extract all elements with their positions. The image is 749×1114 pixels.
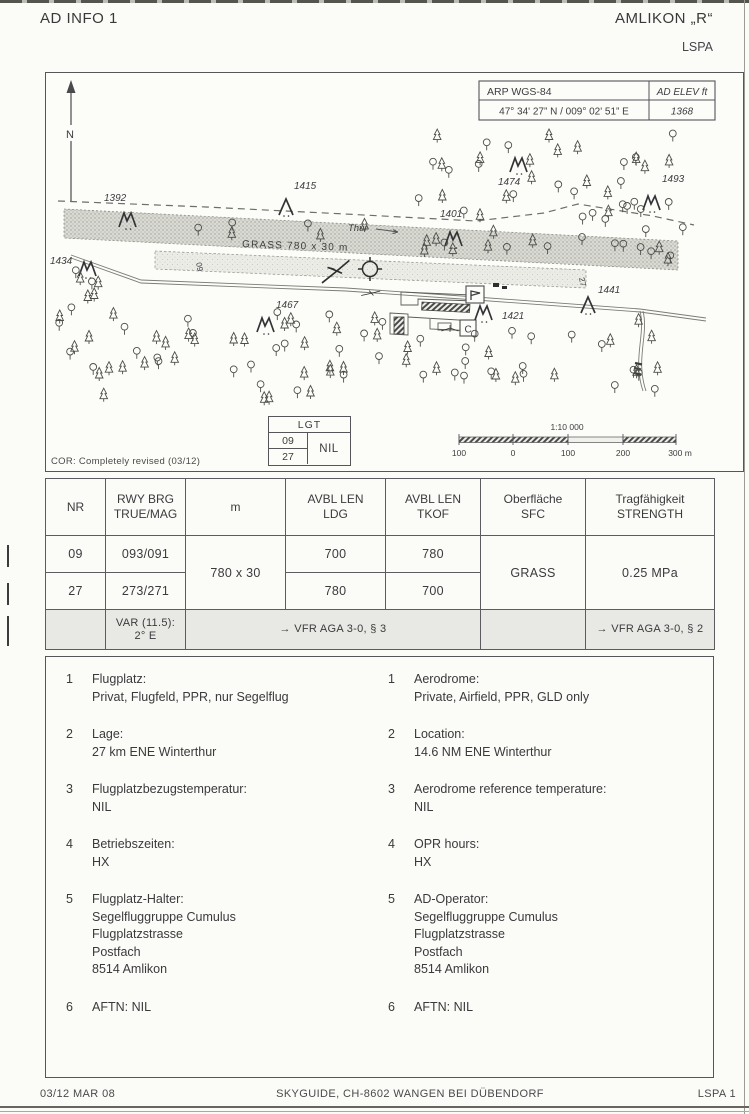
scale-tick-label: 100 [451, 448, 467, 458]
col-header-strength: Tragfähigkeit STRENGTH [586, 479, 715, 536]
deciduous-tree-icon [68, 304, 75, 315]
conifer-tree-icon [476, 152, 484, 166]
deciduous-tree-icon [621, 159, 628, 170]
deciduous-tree-icon [376, 353, 383, 364]
cell-nr: 09 [46, 536, 106, 573]
cell-ldg: 700 [286, 536, 386, 573]
deciduous-tree-icon [509, 327, 516, 338]
scan-edge-right [744, 0, 745, 1114]
col-header-brg: RWY BRG TRUE/MAG [106, 479, 186, 536]
conifer-tree-icon [551, 368, 559, 382]
conifer-tree-icon [100, 388, 108, 402]
info-item [66, 999, 713, 1017]
deciduous-tree-icon [505, 142, 512, 153]
info-item-text-en [414, 836, 713, 871]
info-line-de: Segelfluggruppe Cumulus [92, 909, 236, 924]
conifer-tree-icon [84, 290, 92, 304]
deciduous-tree-icon [56, 319, 63, 330]
info-line-de: 8514 Amlikon [92, 962, 168, 976]
deciduous-tree-icon [420, 371, 427, 382]
deciduous-tree-icon [248, 361, 255, 372]
runway-dimensions-label: GRASS 780 x 30 m [241, 239, 349, 254]
conifer-tree-icon [641, 160, 649, 174]
conifer-tree-icon [333, 322, 341, 336]
scale-tick-label: 0 [510, 448, 516, 458]
info-label-en: Location: [414, 727, 465, 741]
deciduous-tree-icon [417, 335, 424, 346]
scale-segment [623, 437, 676, 443]
info-label-de: Lage: [92, 727, 124, 741]
runway-threshold-09: 09 [194, 261, 205, 273]
deciduous-tree-icon [445, 166, 452, 177]
arp-data-box [479, 81, 715, 120]
info-line-de: 27 km ENE Winterthur [92, 744, 217, 759]
peak-icon [257, 318, 274, 332]
deciduous-tree-icon [67, 348, 74, 359]
runway-threshold-27: 27 [577, 276, 588, 288]
spot-elevation-label: 1434 [50, 256, 73, 267]
deciduous-tree-icon [483, 139, 490, 150]
spot-elevation [475, 306, 524, 323]
spot-elevation [643, 174, 685, 213]
info-line-en: 14.6 NM ENE Winterthur [414, 744, 552, 759]
arp-label: ARP WGS-84 [487, 86, 552, 98]
info-item [66, 726, 713, 761]
deciduous-tree-icon [669, 130, 676, 141]
spot-elevation [50, 256, 96, 279]
lgt-rwy-27: 27 [282, 450, 294, 463]
correction-note: COR: Completely revised (03/12) [51, 456, 201, 467]
info-item-text-en [414, 999, 713, 1017]
deciduous-tree-icon [336, 345, 343, 356]
conifer-tree-icon [301, 337, 309, 351]
deciduous-tree-icon [155, 358, 162, 369]
info-item-text-de [92, 671, 388, 706]
deciduous-tree-icon [379, 318, 386, 329]
col-header-sfc: Oberfläche SFC [481, 479, 586, 536]
spot-elevation-label: 1401 [440, 209, 463, 220]
deciduous-tree-icon [642, 226, 649, 237]
cell-brg: 273/271 [106, 573, 186, 610]
north-label: N [66, 129, 74, 141]
spot-elevation-label: 1441 [598, 285, 621, 296]
deciduous-tree-icon [154, 354, 161, 365]
north-arrow-icon [63, 80, 79, 201]
info-item-number: 4 [66, 837, 74, 851]
deciduous-tree-icon [294, 387, 301, 398]
deciduous-tree-icon [651, 385, 658, 396]
conifer-tree-icon [604, 186, 612, 200]
lgt-rwy-09: 09 [269, 433, 307, 449]
signal-area-icon [460, 320, 476, 336]
deciduous-tree-icon [326, 311, 333, 322]
info-item-number: 1 [66, 672, 74, 686]
deciduous-tree-icon [257, 381, 264, 392]
aerodrome-chart [45, 72, 744, 472]
small-building [394, 317, 404, 334]
elev-label: AD ELEV ft [656, 87, 708, 98]
info-item-text-de [92, 999, 388, 1017]
conifer-tree-icon [241, 333, 249, 347]
info-item-text-en [414, 891, 713, 979]
peak-icon [475, 306, 492, 320]
spot-elevation [257, 300, 299, 335]
conifer-tree-icon [607, 334, 615, 348]
info-line-de: NIL [92, 799, 112, 814]
conifer-tree-icon [105, 362, 113, 376]
info-item-text-de [92, 781, 388, 816]
info-label-en: Aerodrome reference temperature: [414, 782, 607, 796]
scale-tick-label: 100 [560, 448, 576, 458]
col-header-m: m [186, 479, 286, 536]
conifer-tree-icon [287, 313, 295, 327]
doc-title: AD INFO 1 [40, 10, 118, 27]
chart-drawing [46, 73, 743, 471]
deciduous-tree-icon [461, 372, 468, 383]
windsock-icon [466, 286, 484, 303]
info-line-de: HX [92, 854, 110, 869]
deciduous-tree-icon [555, 181, 562, 192]
info-item [66, 781, 713, 816]
col-header-tkof: AVBL LEN TKOF [386, 479, 481, 536]
deciduous-tree-icon [528, 333, 535, 344]
col-header-nr: NR [46, 479, 106, 536]
info-label-de: AFTN: NIL [92, 999, 152, 1014]
cell-ldg: 780 [286, 573, 386, 610]
info-line-de: Flugplatzstrasse [92, 927, 184, 941]
cell-tkof: 780 [386, 536, 481, 573]
deciduous-tree-icon [618, 178, 625, 189]
change-bar [7, 545, 9, 567]
info-line-en: HX [414, 854, 432, 869]
scan-edge-bottom [0, 1106, 749, 1108]
info-label-en: Aerodrome: [414, 672, 480, 686]
deciduous-tree-icon [185, 315, 192, 326]
conifer-tree-icon [665, 154, 673, 168]
info-item-text-de [92, 836, 388, 871]
info-line-en: NIL [414, 799, 434, 814]
deciduous-tree-icon [602, 216, 609, 227]
info-line-en: Segelfluggruppe Cumulus [414, 909, 558, 924]
deciduous-tree-icon [598, 341, 605, 352]
conifer-tree-icon [119, 361, 127, 375]
deciduous-tree-icon [571, 188, 578, 199]
conifer-tree-icon [528, 171, 536, 185]
info-label-de: Betriebszeiten: [92, 837, 175, 851]
info-item-text-de [92, 891, 388, 979]
lighting-table [268, 416, 351, 466]
spot-elevation-label: 1467 [276, 300, 299, 311]
spot-elevation [498, 158, 527, 188]
effective-date: 03/12 MAR 08 [40, 1088, 116, 1100]
info-line-de: Privat, Flugfeld, PPR, nur Segelflug [92, 689, 289, 704]
deciduous-tree-icon [520, 370, 527, 381]
conifer-tree-icon [191, 333, 199, 347]
hangar-building [422, 302, 470, 313]
deciduous-tree-icon [510, 191, 517, 202]
cell-ref-aga3: → VFR AGA 3-0, § 3 [186, 610, 481, 650]
conifer-tree-icon [554, 144, 562, 158]
aerodrome-name: AMLIKON „R“ [614, 10, 713, 27]
cell-surface: GRASS [481, 536, 586, 610]
info-item-number: 4 [388, 837, 396, 851]
aerodrome-info-list [45, 656, 714, 1078]
cell-empty [46, 610, 106, 650]
conifer-tree-icon [110, 308, 118, 322]
col-header-ldg: AVBL LEN LDG [286, 479, 386, 536]
lgt-title: LGT [269, 417, 350, 433]
deciduous-tree-icon [624, 203, 631, 214]
spot-elevation-label: 1415 [294, 181, 317, 192]
arp-coordinates: 47° 34' 27” N / 009° 02' 51” E [499, 106, 629, 118]
change-bar [7, 583, 9, 605]
info-line-en: Postfach [414, 944, 463, 959]
conifer-tree-icon [171, 352, 179, 366]
deciduous-tree-icon [293, 321, 300, 332]
deciduous-tree-icon [90, 364, 97, 375]
scale-ratio: 1:10 000 [550, 422, 584, 432]
conifer-tree-icon [503, 190, 511, 204]
scan-edge-bottom-faint [0, 1111, 749, 1112]
deciduous-tree-icon [430, 158, 437, 169]
info-item-number: 5 [388, 892, 396, 906]
cell-strength: 0.25 MPa [586, 536, 715, 610]
spot-elevation-label: 1392 [104, 193, 127, 204]
deciduous-tree-icon [273, 345, 280, 356]
info-item [66, 671, 713, 706]
info-item-number: 2 [388, 727, 396, 741]
deciduous-tree-icon [488, 368, 495, 379]
conifer-tree-icon [492, 369, 500, 383]
conifer-tree-icon [71, 341, 79, 355]
cell-variation: VAR (11.5): 2° E [106, 610, 186, 650]
peak-icon [643, 196, 660, 210]
page-number: LSPA 1 [697, 1088, 736, 1100]
info-line-de: Postfach [92, 944, 141, 959]
deciduous-tree-icon [462, 358, 469, 369]
deciduous-tree-icon [361, 330, 368, 341]
spot-elevation-label: 1474 [498, 177, 521, 188]
info-item-number: 3 [388, 782, 396, 796]
scale-tick-label: 200 [615, 448, 631, 458]
deciduous-tree-icon [568, 331, 575, 342]
spot-elevation-label: 1493 [662, 174, 685, 185]
scale-bar [452, 422, 692, 458]
publisher: SKYGUIDE, CH-8602 WANGEN BEI DÜBENDORF [276, 1088, 544, 1100]
info-line-en: Flugplatzstrasse [414, 927, 506, 941]
cell-ref-aga2: → VFR AGA 3-0, § 2 [586, 610, 715, 650]
conifer-tree-icon [545, 129, 553, 143]
conifer-tree-icon [402, 354, 410, 368]
cell-empty [481, 610, 586, 650]
river-label: Thur [348, 223, 368, 234]
conifer-tree-icon [85, 331, 93, 345]
info-item-number: 6 [66, 999, 74, 1014]
deciduous-tree-icon [462, 344, 469, 355]
scan-edge-top [0, 0, 749, 3]
info-item-number: 1 [388, 672, 396, 686]
deciduous-tree-icon [665, 199, 672, 210]
conifer-tree-icon [404, 341, 412, 355]
conifer-tree-icon [281, 318, 289, 332]
info-item-text-en [414, 726, 713, 761]
cell-brg: 093/091 [106, 536, 186, 573]
glider-symbol-apron [442, 325, 459, 332]
conifer-tree-icon [153, 331, 161, 345]
conifer-tree-icon [373, 328, 381, 342]
scale-segment [513, 437, 568, 443]
info-item-text-en [414, 671, 713, 706]
table-row-rwy09 [46, 536, 715, 573]
scale-segment [459, 437, 513, 443]
info-item-number: 6 [388, 999, 396, 1014]
info-label-en: AD-Operator: [414, 892, 489, 906]
info-label-de: Flugplatz: [92, 672, 147, 686]
deciduous-tree-icon [121, 323, 128, 334]
info-item-number: 2 [66, 727, 74, 741]
info-item-text-en [414, 781, 713, 816]
conifer-tree-icon [526, 154, 534, 168]
conifer-tree-icon [574, 141, 582, 155]
info-label-de: Flugplatzbezugstemperatur: [92, 782, 247, 796]
info-item [66, 836, 713, 871]
info-label-de: Flugplatz-Halter: [92, 892, 184, 906]
conifer-tree-icon [512, 372, 520, 386]
conifer-tree-icon [230, 333, 238, 347]
deciduous-tree-icon [679, 224, 686, 235]
table-footer-row [46, 610, 715, 650]
deciduous-tree-icon [611, 382, 618, 393]
peak-icon [279, 199, 293, 215]
info-item [66, 891, 713, 979]
scale-segment [568, 437, 623, 443]
info-line-en: Private, Airfield, PPR, GLD only [414, 689, 590, 704]
deciduous-tree-icon [579, 213, 586, 224]
deciduous-tree-icon [589, 209, 596, 220]
info-item-number: 3 [66, 782, 74, 796]
deciduous-tree-icon [281, 340, 288, 351]
elevation-value: 1368 [670, 106, 694, 118]
runway-data-table [45, 478, 714, 650]
conifer-tree-icon [485, 346, 493, 360]
info-label-en: OPR hours: [414, 837, 480, 851]
table-header-row [46, 479, 715, 536]
info-label-en: AFTN: NIL [414, 999, 474, 1014]
conifer-tree-icon [94, 276, 102, 290]
change-bar [7, 616, 9, 646]
deciduous-tree-icon [415, 195, 422, 206]
conifer-tree-icon [162, 336, 170, 350]
conifer-tree-icon [605, 205, 613, 219]
conifer-tree-icon [300, 367, 308, 381]
info-line-en: 8514 Amlikon [414, 962, 490, 976]
deciduous-tree-icon [631, 198, 638, 209]
conifer-tree-icon [371, 312, 379, 326]
conifer-tree-icon [439, 190, 447, 204]
deciduous-tree-icon [133, 347, 140, 358]
conifer-tree-icon [438, 158, 446, 172]
icao-code: LSPA [681, 40, 713, 54]
cell-tkof: 700 [386, 573, 481, 610]
conifer-tree-icon [433, 362, 441, 376]
scale-tick-label: 300 m [668, 448, 692, 458]
info-item-text-de [92, 726, 388, 761]
spot-elevation-label: 1421 [502, 311, 525, 322]
conifer-tree-icon [141, 357, 149, 371]
signal-area-label: C [464, 324, 472, 336]
cell-nr: 27 [46, 573, 106, 610]
deciduous-tree-icon [230, 366, 237, 377]
lgt-value: NIL [319, 442, 339, 455]
conifer-tree-icon [648, 330, 656, 344]
info-item-number: 5 [66, 892, 74, 906]
conifer-tree-icon [433, 129, 441, 143]
conifer-tree-icon [654, 362, 662, 376]
conifer-tree-icon [95, 368, 103, 382]
conifer-tree-icon [307, 386, 315, 400]
peak-icon [510, 158, 527, 172]
deciduous-tree-icon [451, 369, 458, 380]
cell-dimensions: 780 x 30 [186, 536, 286, 610]
conifer-tree-icon [583, 175, 591, 189]
